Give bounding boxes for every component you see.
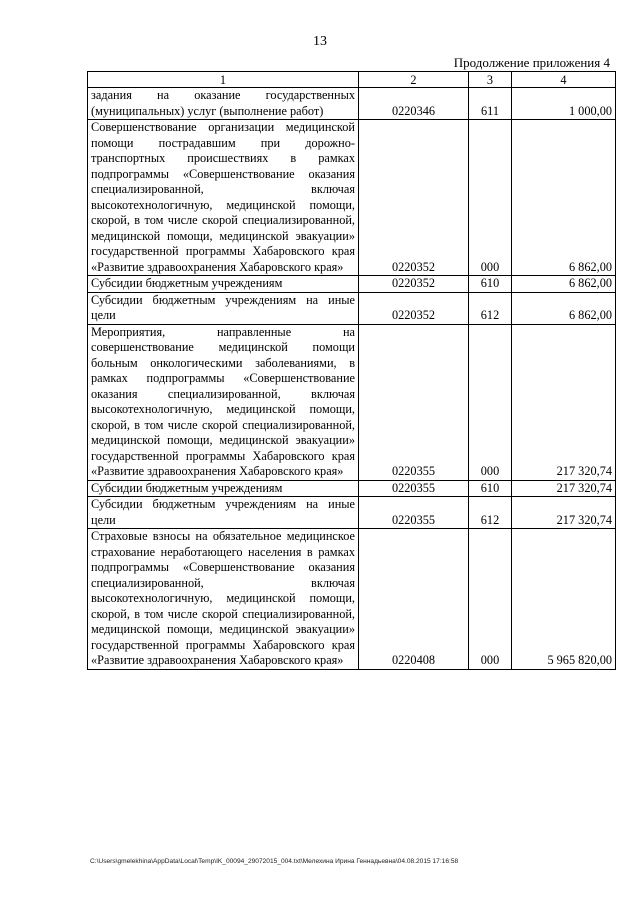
table-row — [88, 276, 616, 293]
row-code: 0220352 — [359, 120, 469, 276]
budget-table — [87, 71, 616, 670]
table-row — [88, 324, 616, 480]
row-description: задания на оказание государственных (муниципальных) услуг (выполнение работ) — [88, 88, 359, 120]
row-description: Субсидии бюджетным учреждениям на иные цели — [88, 292, 359, 324]
row-type: 000 — [469, 529, 512, 670]
row-code: 0220346 — [359, 88, 469, 120]
page-number: 13 — [313, 34, 327, 49]
table-row — [88, 120, 616, 276]
row-amount: 5 965 820,00 — [512, 529, 616, 670]
row-type: 610 — [469, 276, 512, 293]
row-description: Мероприятия, направленные на совершенствование медицинской помощи больным онкологическими заболеваниями, в рамках подпрограммы «Совершенствование оказания специализированной, включая высокотехнологичную, медицинской помощи, скорой, в том числе скорой специализированной, медицинской помощи, медицинской эвакуации» государственной программы Хабаровского края «Развитие здравоохранения Хабаровского края» — [88, 324, 359, 480]
row-amount: 1 000,00 — [512, 88, 616, 120]
row-amount: 217 320,74 — [512, 324, 616, 480]
table-row — [88, 292, 616, 324]
table-row — [88, 497, 616, 529]
row-description: Субсидии бюджетным учреждениям на иные цели — [88, 497, 359, 529]
file-path-footer: C:\Users\gmelekhina\AppData\Local\Temp\IK_00094_29072015_004.txt\Мелехина Ирина Геннадьевна\04.08.2015 17:16:58 — [90, 858, 459, 865]
table-row — [88, 529, 616, 670]
row-type: 000 — [469, 120, 512, 276]
row-description: Совершенствование организации медицинской помощи пострадавшим при дорожно-транспортных происшествиях в рамках подпрограммы «Совершенствование оказания специализированной, включая высокотехнологичную, медицинской помощи, скорой, в том числе скорой специализированной, медицинской помощи, медицинской эвакуации» государственной программы Хабаровского края «Развитие здравоохранения Хабаровского края» — [88, 120, 359, 276]
table-header-row — [88, 72, 616, 88]
row-code: 0220352 — [359, 276, 469, 293]
row-amount: 6 862,00 — [512, 292, 616, 324]
row-description: Страховые взносы на обязательное медицинское страхование неработающего населения в рамках подпрограммы «Совершенствование оказания специализированной, включая высокотехнологичную, медицинской помощи, скорой, в том числе скорой специализированной, медицинской помощи, медицинской эвакуации» государственной программы Хабаровского края «Развитие здравоохранения Хабаровского края» — [88, 529, 359, 670]
row-amount: 217 320,74 — [512, 480, 616, 497]
row-code: 0220355 — [359, 497, 469, 529]
row-code: 0220355 — [359, 480, 469, 497]
row-type: 611 — [469, 88, 512, 120]
row-amount: 217 320,74 — [512, 497, 616, 529]
row-code: 0220355 — [359, 324, 469, 480]
row-type: 612 — [469, 497, 512, 529]
table-row — [88, 480, 616, 497]
row-code: 0220408 — [359, 529, 469, 670]
row-amount: 6 862,00 — [512, 120, 616, 276]
column-header-2: 2 — [359, 72, 469, 88]
row-code: 0220352 — [359, 292, 469, 324]
row-type: 610 — [469, 480, 512, 497]
column-header-1: 1 — [88, 72, 359, 88]
continuation-label: Продолжение приложения 4 — [453, 55, 610, 70]
row-description: Субсидии бюджетным учреждениям — [88, 276, 359, 293]
row-description: Субсидии бюджетным учреждениям — [88, 480, 359, 497]
row-type: 000 — [469, 324, 512, 480]
row-amount: 6 862,00 — [512, 276, 616, 293]
column-header-3: 3 — [469, 72, 512, 88]
column-header-4: 4 — [512, 72, 616, 88]
row-type: 612 — [469, 292, 512, 324]
table-row — [88, 88, 616, 120]
